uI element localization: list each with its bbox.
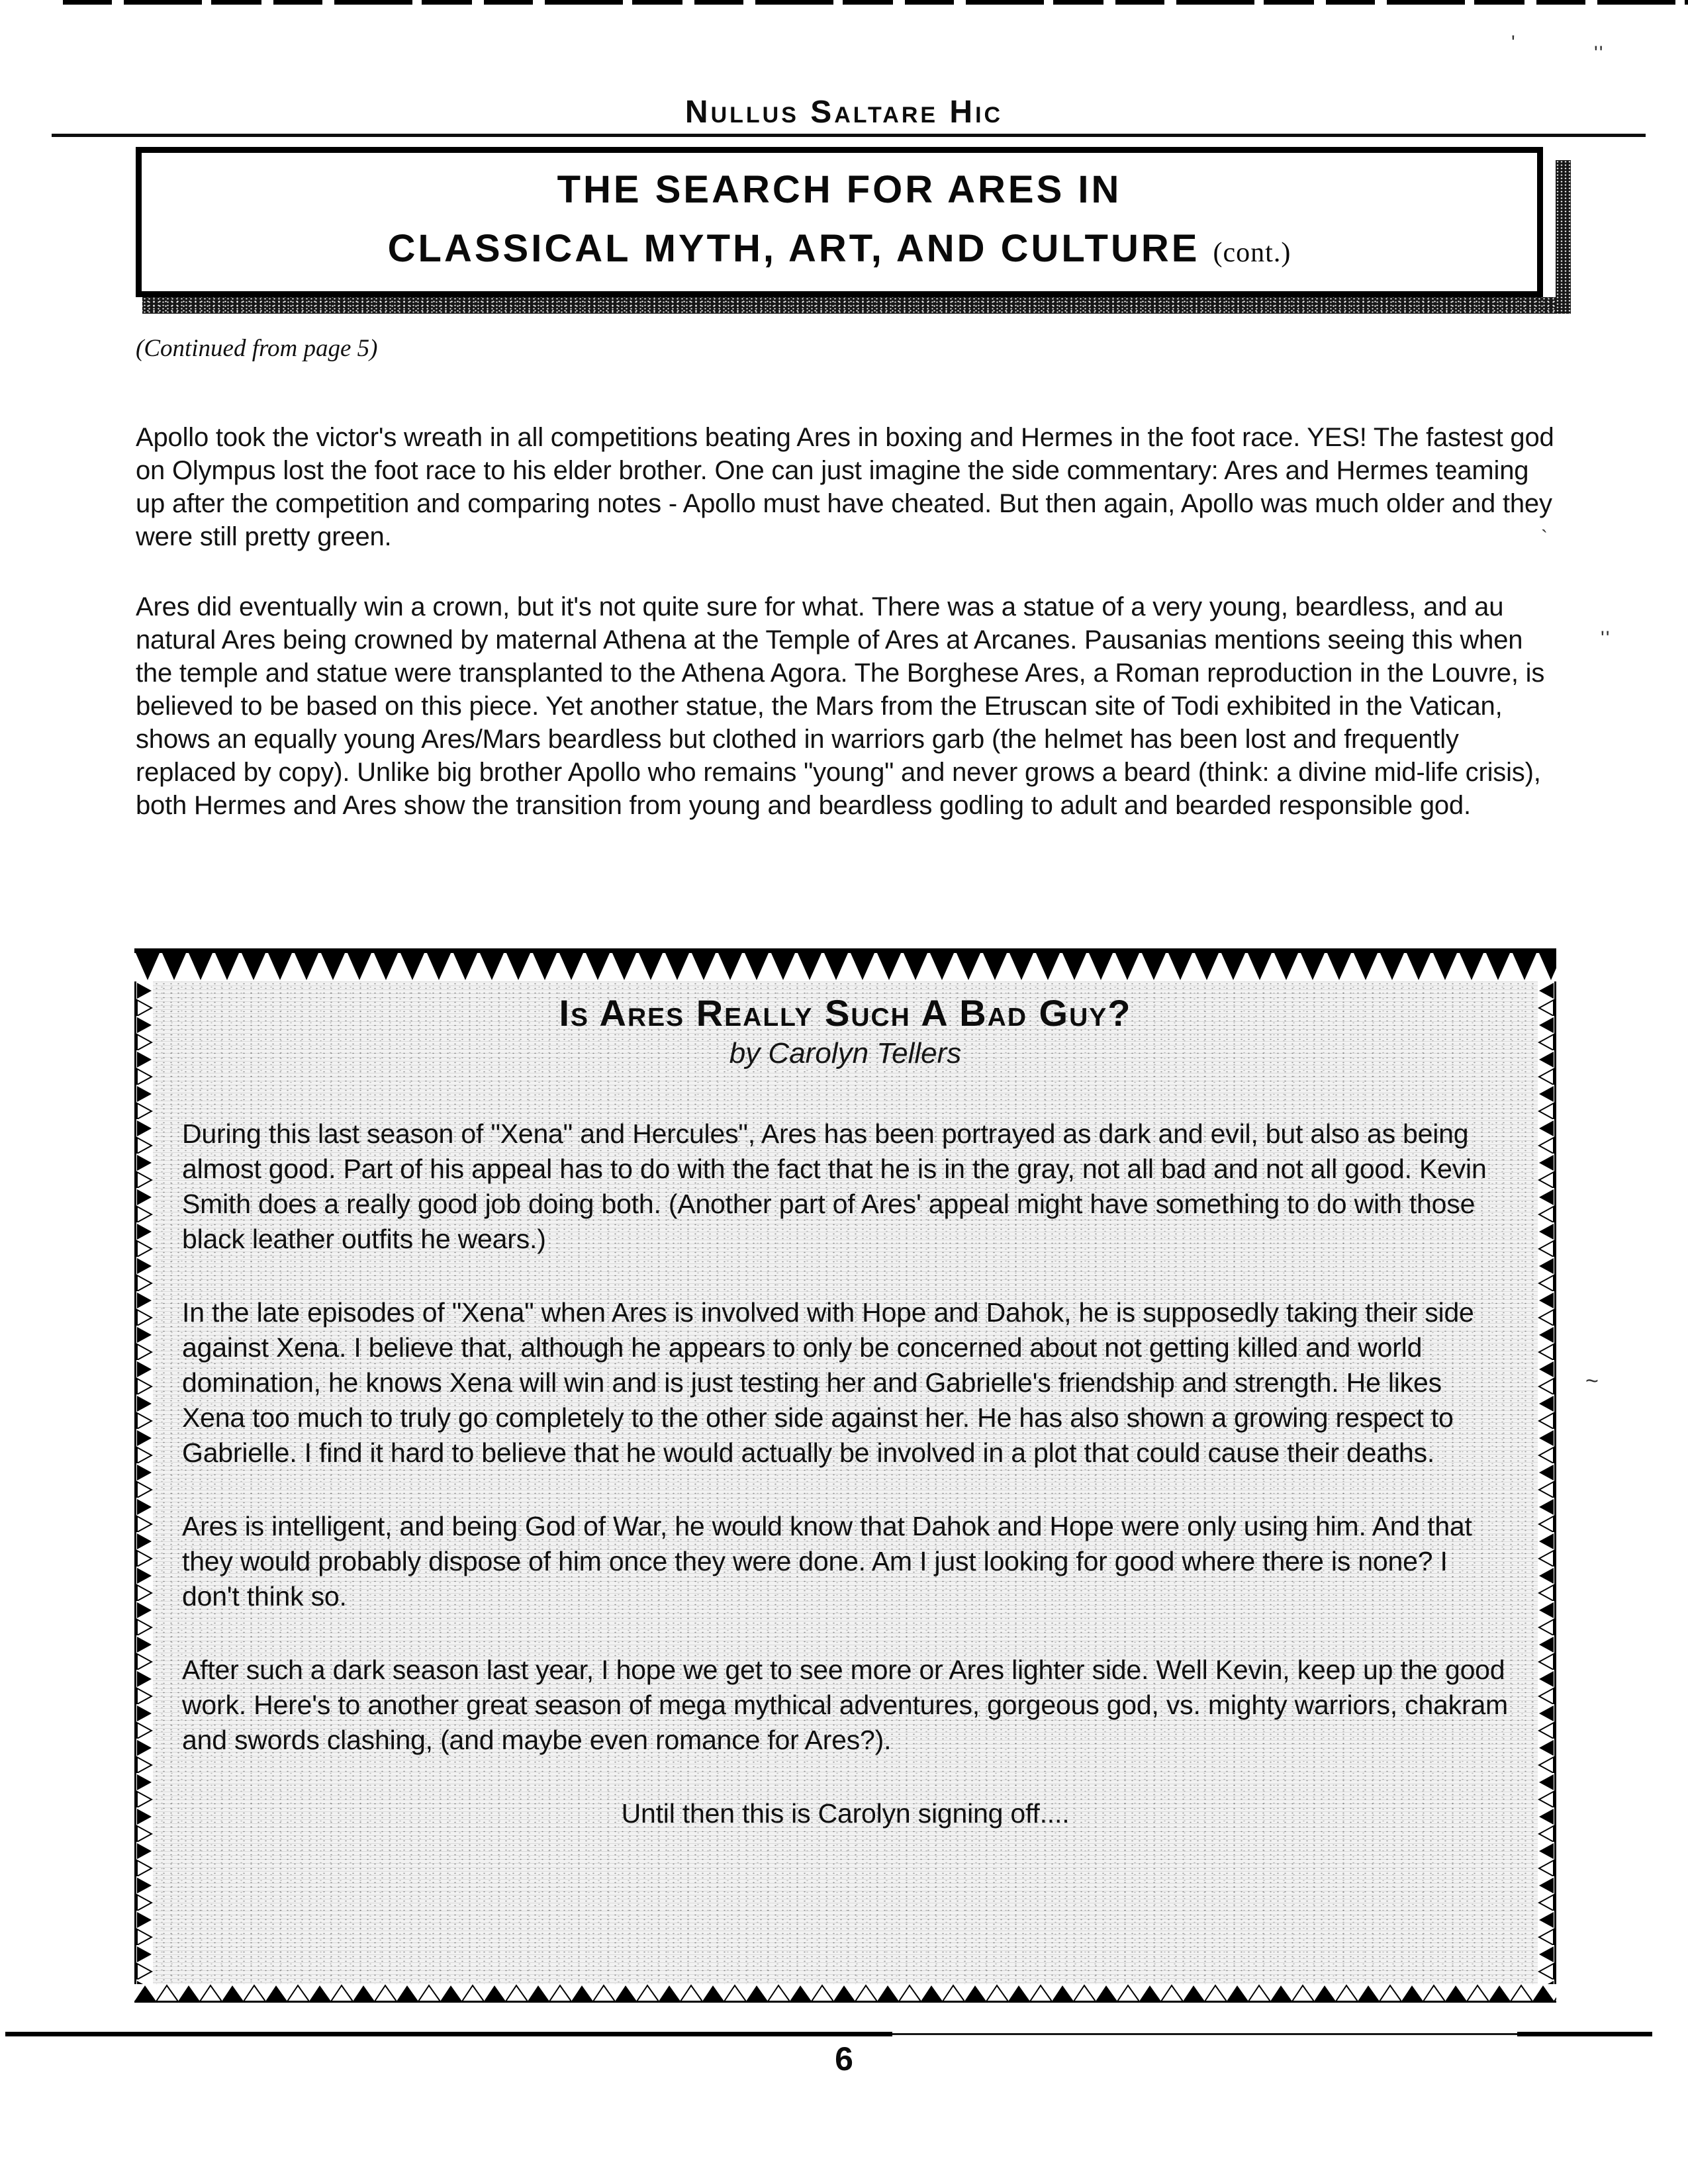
feature-box-paragraph: After such a dark season last year, I hope we get to see more or Ares lighter side. Well Kevin, keep up the good work. Here's to another great season of mega mythical adventures, gorgeous god, vs. mighty warriors, chakram and swords clashing, (and maybe even romance for Ares?). [182, 1655, 1508, 1755]
article-title-line2 [142, 226, 1537, 271]
article-paragraph: Ares did eventually win a crown, but it's not quite sure for what. There was a statue of a very young, beardless, and au natural Ares being crowned by maternal Athena at the Temple of Ares at Arcanes. Pausanias mentions seeing this when the temple and statue were transplanted to the Athena Agora. The Borghese Ares, a Roman reproduction in the Louvre, is believed to be based on this piece. Yet another statue, the Mars from the Etruscan site of Todi exhibited in the Vatican, shows an equally young Ares/Mars beardless but clothed in warriors garb (the helmet has been lost and frequently replaced by copy). Unlike big brother Apollo who remains "young" and never grows a beard (think: a divine mid-life crisis), both Hermes and Ares show the transition from young and beardless godling to adult and bearded responsible god. [136, 592, 1545, 820]
title-box-shadow-bottom [142, 297, 1571, 314]
page-number: 6 [835, 2040, 853, 2077]
feature-box-paragraph: Ares is intelligent, and being God of War, he would know that Dahok and Hope were only using him. And that they would probably dispose of him once they were done. Am I just looking for good where there is none? I don't think so. [182, 1511, 1472, 1612]
feature-box-content [153, 981, 1538, 1984]
footer-rule-thick-right [1517, 2032, 1652, 2036]
feature-box-body [182, 1116, 1509, 1831]
scan-artifact: ~ [1585, 1369, 1600, 1394]
masthead-title: Nullus Saltare Hic [684, 95, 1004, 130]
zigzag-border-right [1538, 981, 1556, 1984]
feature-box [134, 948, 1556, 2003]
article-title-cont: (cont.) [1213, 238, 1291, 268]
feature-box-paragraph: During this last season of "Xena" and Hercules", Ares has been portrayed as dark and evil, but also as being almost good. Part of his appeal has to do with the fact that he is in the gray, not all bad and not all good. Kevin Smith does a really good job doing both. (Another part of Ares' appeal might have something to do with those black leather outfits he wears.) [182, 1118, 1487, 1254]
article-title-line2-text: CLASSICAL MYTH, ART, AND CULTURE [387, 227, 1200, 270]
scan-artifact: '' [1594, 42, 1605, 64]
article-paragraph: Apollo took the victor's wreath in all competitions beating Ares in boxing and Hermes in the foot race. YES! The fastest god on Olympus lost the foot race to his elder brother. One can just imagine the side commentary: Ares and Hermes teaming up after the competition and comparing notes - Apollo must have cheated. But then again, Apollo was much older and they were still pretty green. [136, 423, 1554, 551]
zigzag-border-bottom [134, 1984, 1556, 2003]
article-title-line1: THE SEARCH FOR ARES IN [557, 168, 1122, 211]
article-body [136, 421, 1559, 859]
feature-box-title: Is Ares Really Such A Bad Guy? [559, 992, 1132, 1034]
article-title-box [136, 147, 1543, 297]
zigzag-border-top [134, 948, 1556, 981]
top-scan-dash-line [63, 0, 1688, 5]
scan-artifact: ' [1511, 32, 1517, 54]
feature-box-paragraph: In the late episodes of "Xena" when Ares is involved with Hope and Dahok, he is supposedly taking their side against Xena. I believe that, although he appears to only be concerned about not getting killed and world domination, he knows Xena will win and is just testing her and Gabrielle's friendship and strength. He likes Xena too much to truly go completely to the other side against her. He has also shown a growing respect to Gabrielle. I find it hard to believe that he would actually be involved in a plot that could cause their deaths. [182, 1297, 1474, 1468]
scan-artifact: ` [1541, 527, 1549, 549]
zigzag-border-left [134, 981, 153, 1984]
feature-box-byline: by Carolyn Tellers [729, 1037, 962, 1069]
masthead-rule [52, 134, 1646, 137]
title-box-shadow-right [1556, 160, 1571, 314]
feature-box-signoff: Until then this is Carolyn signing off.... [621, 1798, 1070, 1829]
footer-rule-thick-left [5, 2032, 892, 2036]
scan-artifact: '' [1601, 627, 1611, 649]
continued-from-note: (Continued from page 5) [136, 335, 378, 362]
